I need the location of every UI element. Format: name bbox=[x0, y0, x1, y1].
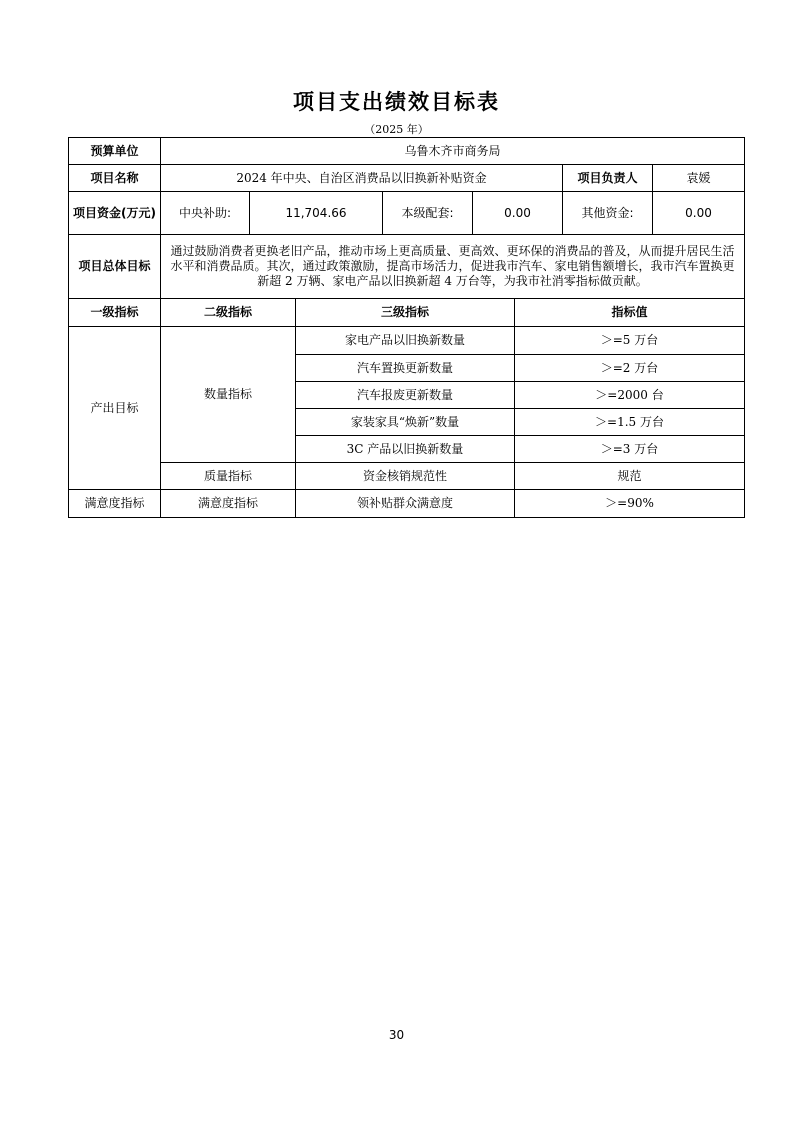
central-subsidy-value: 11,704.66 bbox=[250, 192, 383, 235]
indicator-name: 汽车置换更新数量 bbox=[296, 355, 515, 382]
table-row bbox=[69, 327, 745, 355]
central-subsidy-label: 中央补助: bbox=[161, 192, 250, 235]
budget-unit-value: 乌鲁木齐市商务局 bbox=[161, 138, 745, 165]
satisfaction-indicator-cell: 满意度指标 bbox=[161, 490, 296, 518]
indicator-name: 3C 产品以旧换新数量 bbox=[296, 436, 515, 463]
local-match-label: 本级配套: bbox=[383, 192, 473, 235]
header-level2: 二级指标 bbox=[161, 299, 296, 327]
quality-indicator-cell: 质量指标 bbox=[161, 463, 296, 490]
indicator-value: 规范 bbox=[515, 463, 745, 490]
indicator-name: 汽车报废更新数量 bbox=[296, 382, 515, 409]
indicator-value: ＞=2000 台 bbox=[515, 382, 745, 409]
indicator-name: 领补贴群众满意度 bbox=[296, 490, 515, 518]
overall-goal-label: 项目总体目标 bbox=[69, 235, 161, 299]
table-row bbox=[69, 463, 745, 490]
budget-unit-label: 预算单位 bbox=[69, 138, 161, 165]
project-name-label: 项目名称 bbox=[69, 165, 161, 192]
indicator-value: ＞=1.5 万台 bbox=[515, 409, 745, 436]
indicator-value: ＞=2 万台 bbox=[515, 355, 745, 382]
table-row bbox=[69, 490, 745, 518]
project-lead-value: 袁媛 bbox=[653, 165, 745, 192]
page-title: 项目支出绩效目标表 bbox=[293, 90, 500, 114]
output-goal-cell: 产出目标 bbox=[69, 327, 161, 490]
row-project-name bbox=[69, 165, 745, 192]
header-value: 指标值 bbox=[515, 299, 745, 327]
row-indicator-headers bbox=[69, 299, 745, 327]
project-name-value: 2024 年中央、自治区消费品以旧换新补贴资金 bbox=[161, 165, 563, 192]
indicator-value: ＞=90% bbox=[515, 490, 745, 518]
header-level3: 三级指标 bbox=[296, 299, 515, 327]
quantity-indicator-cell: 数量指标 bbox=[161, 327, 296, 463]
indicator-value: ＞=3 万台 bbox=[515, 436, 745, 463]
indicator-name: 资金核销规范性 bbox=[296, 463, 515, 490]
project-funds-label: 项目资金(万元) bbox=[69, 192, 161, 235]
performance-target-table bbox=[68, 137, 745, 518]
other-funds-value: 0.00 bbox=[653, 192, 745, 235]
row-project-funds bbox=[69, 192, 745, 235]
project-lead-label: 项目负责人 bbox=[563, 165, 653, 192]
row-overall-goal bbox=[69, 235, 745, 299]
other-funds-label: 其他资金: bbox=[563, 192, 653, 235]
page-number: 30 bbox=[388, 1028, 405, 1042]
header-level1: 一级指标 bbox=[69, 299, 161, 327]
satisfaction-goal-cell: 满意度指标 bbox=[69, 490, 161, 518]
indicator-name: 家电产品以旧换新数量 bbox=[296, 327, 515, 355]
year-label: （2025 年） bbox=[364, 123, 429, 136]
overall-goal-text: 通过鼓励消费者更换老旧产品，推动市场上更高质量、更高效、更环保的消费品的普及，从而提升居民生活水平和消费品质。其次，通过政策激励，提高市场活力，促进我市汽车、家电销售额增长，我市汽车置换更新超 2 万辆、家电产品以旧换新超 4 万台等，为我市社消零指标做贡献。 bbox=[161, 235, 745, 299]
indicator-value: ＞=5 万台 bbox=[515, 327, 745, 355]
row-budget-unit bbox=[69, 138, 745, 165]
local-match-value: 0.00 bbox=[473, 192, 563, 235]
indicator-name: 家装家具“焕新”数量 bbox=[296, 409, 515, 436]
